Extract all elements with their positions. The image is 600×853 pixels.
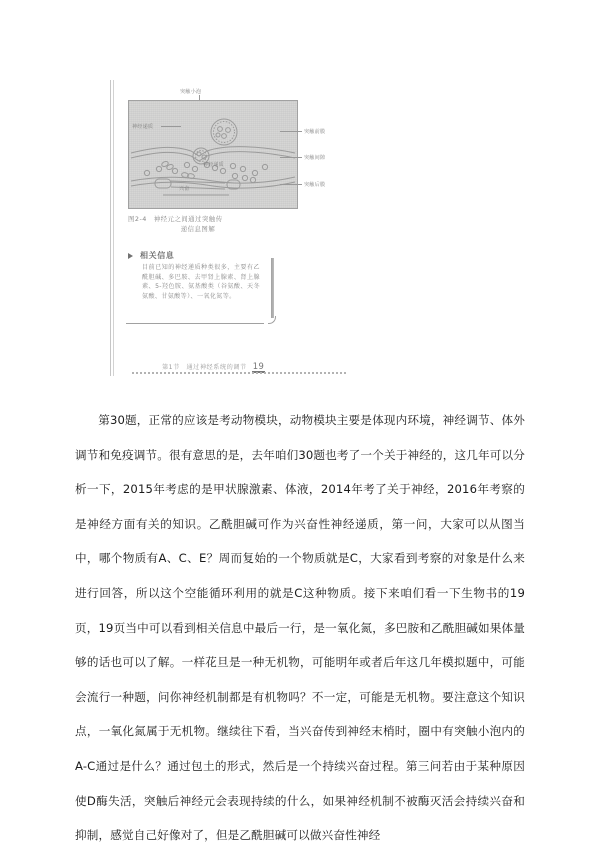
callout-corner (268, 316, 276, 324)
diagram-label-excitation: 兴奋 (179, 185, 190, 193)
leader-line-pre-membrane (280, 131, 302, 132)
diagram-label-neurotransmitter-mid: 神经递质 (203, 161, 224, 169)
diagram-label-pre-membrane: 突触前膜 (304, 128, 326, 136)
related-information-title: 相关信息 (140, 251, 175, 260)
synapse-figure (128, 100, 298, 209)
transcript-body (75, 403, 525, 853)
figure-caption-line1: 图2-4 神经元之间通过突触传 (128, 215, 223, 223)
diagram-label-cleft: 突触间隙 (304, 154, 326, 162)
book-footer-text: 第1节 通过神经系统的调节 (162, 364, 247, 371)
callout-right-bar (271, 258, 275, 318)
diagram-label-vesicle: 突触小泡 (180, 88, 202, 96)
leader-line-neurotransmitter (161, 126, 181, 127)
book-page-number: 19 (252, 361, 265, 371)
related-information-body: 目前已知的神经递质种类很多，主要有乙酰胆碱、多巴胺、去甲肾上腺素、肾上腺素、5-羟色胺、氨基酸类（谷氨酸、天冬氨酸、甘氨酸等）、一氧化氮等。 (142, 264, 260, 300)
transcript-paragraph: 第30题，正常的应该是考动物模块，动物模块主要是体现内环境，神经调节、体外调节和免疫调节。很有意思的是，去年咱们30题也考了一个关于神经的，这几年可以分析一下，2015年考虑的是甲状腺激素、体液，2014年考了关于神经，2016年考察的是神经方面有关的知识。乙酰胆碱可作为兴奋性神经递质，第一问，大家可以从图当中，哪个物质有A、C、E？周而复始的一个物质就是C，大家看到考察的对象是什么来进行回答，所以这个空能循环利用的就是C这种物质。接下来咱们看一下生物书的19页，19页当中可以看到相关信息中最后一行，是一氧化氮，多巴胺和乙酰胆碱如果体量够的话也可以了解。一样花旦是一种无机物，可能明年或者后年这几年模拟题中，可能会流行一种题，问你神经机制都是有机物吗？不一定，可能是无机物。要注意这个知识点，一氧化氮属于无机物。继续往下看，当兴奋传到神经末梢时，圈中有突触小泡内的A-C通过是什么？通过包土的形式，然后是一个持续兴奋过程。第三问若由于某种原因使D酶失活，突触后神经元会表现持续的什么，如果神经机制不被酶灭活会持续兴奋和抑制，感觉自己好像对了，但是乙酰胆碱可以做兴奋性神经 (75, 413, 525, 843)
scanned-textbook-page (104, 78, 336, 378)
leader-line-post-membrane (280, 184, 302, 185)
leader-line-cleft (280, 157, 302, 158)
diagram-label-post-membrane: 突触后膜 (304, 181, 326, 189)
footer-dashed-rule (132, 372, 346, 374)
triangle-bullet-icon (128, 253, 133, 259)
diagram-label-neurotransmitter-left: 神经递质 (132, 123, 154, 131)
related-information-box (126, 250, 282, 328)
figure-caption-line2: 递信息图解 (180, 225, 216, 233)
scan-gutter-line (110, 80, 111, 376)
figure-caption (128, 214, 314, 234)
book-page-footer (162, 361, 342, 371)
scan-gutter-line-secondary (113, 80, 114, 376)
callout-bottom-rule (126, 323, 264, 324)
